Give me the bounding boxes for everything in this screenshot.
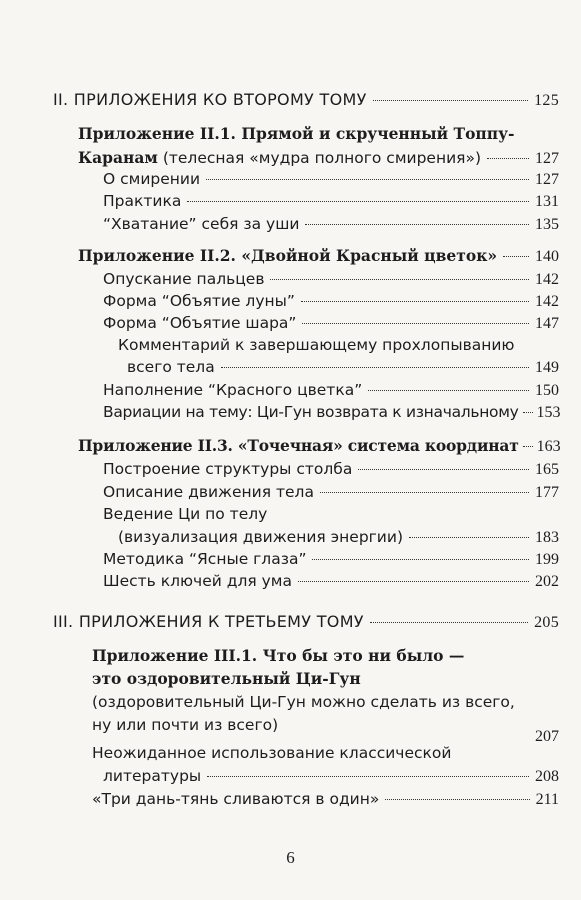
page-number: 135: [535, 216, 559, 233]
toc-item: [103, 192, 559, 211]
toc-item: [103, 572, 559, 591]
toc-item-label: Форма “Объятие луны”: [103, 292, 295, 310]
leader-dots: [385, 799, 529, 800]
page-number: 131: [535, 193, 559, 210]
toc-item-label: О смирении: [103, 170, 201, 188]
toc-item-label: Неожиданное использование классической: [92, 744, 452, 762]
toc-section-2: [53, 90, 559, 110]
page-number: 147: [535, 315, 559, 332]
toc-item: [103, 270, 559, 289]
toc-appendix-3-1-line3: (оздоровительный Ци-Гун можно сделать из всего,: [92, 693, 515, 711]
toc-item-label: Шесть ключей для ума: [103, 572, 292, 590]
toc-appendix-2-2: [78, 246, 559, 266]
page-number: 125: [534, 92, 559, 109]
leader-dots: [298, 581, 529, 582]
page-number: 127: [535, 171, 559, 188]
toc-item-label: Наполнение “Красного цветка”: [103, 381, 363, 399]
toc-appendix-2-1-subtitle: (телесная «мудра полного смирения»): [157, 149, 482, 167]
page-number: 127: [535, 150, 559, 167]
leader-dots: [312, 559, 529, 560]
toc-section-3-title: III. ПРИЛОЖЕНИЯ К ТРЕТЬЕМУ ТОМУ: [53, 612, 364, 631]
toc-appendix-3-1-line4: [92, 716, 559, 734]
toc-item-label: Практика: [103, 192, 182, 210]
toc-item: [127, 358, 559, 377]
toc-item: [103, 403, 559, 422]
folio-page-number: 6: [286, 848, 295, 867]
leader-dots: [270, 279, 529, 280]
leader-dots: [206, 179, 529, 180]
toc-appendix-2-3: [78, 436, 559, 456]
leader-dots: [487, 158, 529, 159]
toc-item: [103, 767, 559, 786]
toc-item: [103, 314, 559, 333]
page-number: 149: [535, 359, 559, 376]
toc-item: [103, 483, 559, 502]
toc-section-2-title: II. ПРИЛОЖЕНИЯ КО ВТОРОМУ ТОМУ: [53, 90, 367, 109]
page-number: 142: [535, 293, 559, 310]
toc-item-label: Описание движения тела: [103, 483, 314, 501]
page-number: 208: [535, 768, 559, 785]
leader-dots: [373, 100, 528, 101]
toc-item-label: Комментарий к завершающему прохлопыванию: [118, 336, 515, 354]
leader-dots: [368, 390, 529, 391]
leader-dots: [409, 537, 529, 538]
toc-item-label: “Хватание” себя за уши: [103, 215, 300, 233]
page-number: 165: [535, 461, 559, 478]
toc-item: [103, 460, 559, 479]
page-number: 150: [535, 382, 559, 399]
leader-dots: [305, 224, 529, 225]
leader-dots: [207, 776, 529, 777]
leader-dots: [503, 256, 529, 257]
toc-item-label: Вариации на тему: Ци-Гун возврата к изначальному: [103, 403, 519, 421]
page-number: 183: [535, 529, 559, 546]
toc-item: [103, 170, 559, 189]
leader-dots: [302, 323, 529, 324]
toc-item-label: Ведение Ци по телу: [103, 505, 268, 523]
toc-appendix-2-1-line1: Приложение II.1. Прямой и скрученный Топпу-: [78, 124, 515, 143]
leader-dots: [358, 469, 529, 470]
leader-dots: [370, 622, 528, 623]
toc-item-label: Методика “Ясные глаза”: [103, 550, 307, 568]
toc-item-label: Форма “Объятие шара”: [103, 314, 297, 332]
page-number: 202: [535, 573, 559, 590]
toc-item: [103, 381, 559, 400]
toc-appendix-2-1-line2: [78, 148, 559, 168]
toc-item: [103, 550, 559, 569]
toc-item-label: всего тела: [127, 358, 215, 376]
page-number: 207: [535, 728, 559, 745]
leader-dots: [320, 492, 529, 493]
page-number: 199: [535, 551, 559, 568]
toc-item-label: Построение структуры столба: [103, 460, 353, 478]
page-number: 140: [535, 248, 559, 265]
leader-dots: [187, 201, 529, 202]
toc-appendix-2-1-bold: Каранам: [78, 148, 158, 167]
page-number: 142: [535, 271, 559, 288]
leader-dots: [523, 446, 533, 447]
toc-section-3: [53, 612, 559, 632]
toc-item-label: Опускание пальцев: [103, 270, 265, 288]
leader-dots: [301, 301, 529, 302]
toc-item-label: литературы: [103, 767, 202, 785]
page-number: 205: [534, 614, 559, 631]
page-number: 153: [536, 404, 561, 421]
leader-dots: [221, 367, 529, 368]
toc-appendix-3-1-line2: это оздоровительный Ци-Гун: [92, 669, 361, 688]
toc-item-label: ну или почти из всего): [92, 716, 279, 734]
toc-appendix-2-3-title: Приложение II.3. «Точечная» система координат: [78, 436, 519, 455]
toc-item: [92, 790, 559, 809]
toc-item-label: «Три дань-тянь сливаются в один»: [92, 790, 380, 808]
page-number: 177: [535, 484, 559, 501]
leader-dots: [523, 412, 533, 413]
toc-item: [103, 215, 559, 234]
toc-appendix-2-2-title: Приложение II.2. «Двойной Красный цветок»: [78, 246, 498, 265]
toc-item: [118, 528, 559, 547]
page-number: 211: [535, 791, 559, 808]
toc-item-label: (визуализация движения энергии): [118, 528, 404, 546]
page-number: 163: [536, 438, 561, 455]
toc-item: [103, 292, 559, 311]
toc-appendix-3-1-line1: Приложение III.1. Что бы это ни было —: [92, 646, 465, 665]
